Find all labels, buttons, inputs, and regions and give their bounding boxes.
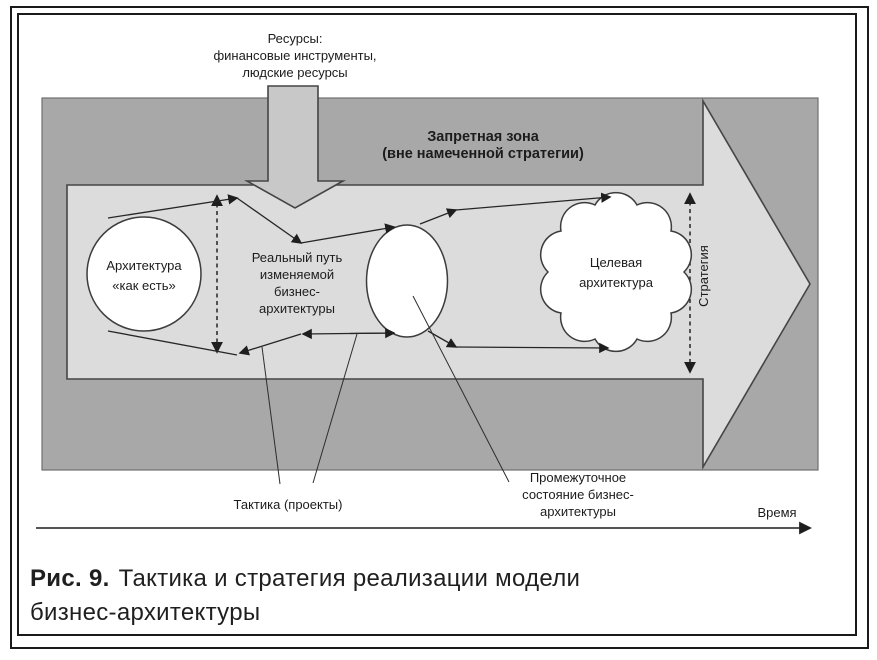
figure-caption-line2: бизнес-архитектуры	[30, 599, 261, 626]
target-architecture-label-line2: архитектура	[579, 275, 653, 290]
forbidden-zone-label-line2: (вне намеченной стратегии)	[382, 146, 584, 162]
figure-caption-line1	[30, 565, 580, 592]
intermediate-state-ellipse	[367, 225, 448, 337]
as-is-architecture-circle	[87, 217, 201, 331]
as-is-label-line2: «как есть»	[112, 278, 176, 293]
intermediate-label-line2: состояние бизнес-	[522, 487, 634, 502]
strategy-label: Стратегия	[696, 245, 711, 307]
figure-title: Тактика и стратегия реализации модели	[118, 565, 581, 592]
as-is-label-line1: Архитектура	[106, 258, 182, 273]
intermediate-label-line3: архитектуры	[540, 504, 616, 519]
intermediate-label-line1: Промежуточное	[529, 470, 627, 485]
figure-number: Рис. 9.	[30, 565, 110, 592]
real-path-label-line4: архитектуры	[259, 301, 335, 316]
real-path-label-line1: Реальный путь	[251, 250, 343, 265]
forbidden-zone-label-line1: Запретная зона	[427, 129, 539, 145]
tactics-label: Тактика (проекты)	[233, 497, 343, 512]
path-segment	[350, 333, 394, 334]
real-path-label-line2: изменяемой	[259, 267, 335, 282]
target-architecture-cloud	[541, 193, 692, 352]
resources-label-line2: финансовые инструменты,	[213, 48, 377, 63]
time-label: Время	[757, 505, 797, 520]
resources-label-line1: Ресурсы:	[267, 31, 323, 46]
resources-label-line3: людские ресурсы	[242, 65, 348, 80]
real-path-label-line3: бизнес-	[274, 284, 320, 299]
target-architecture-label-line1: Целевая	[589, 255, 643, 270]
